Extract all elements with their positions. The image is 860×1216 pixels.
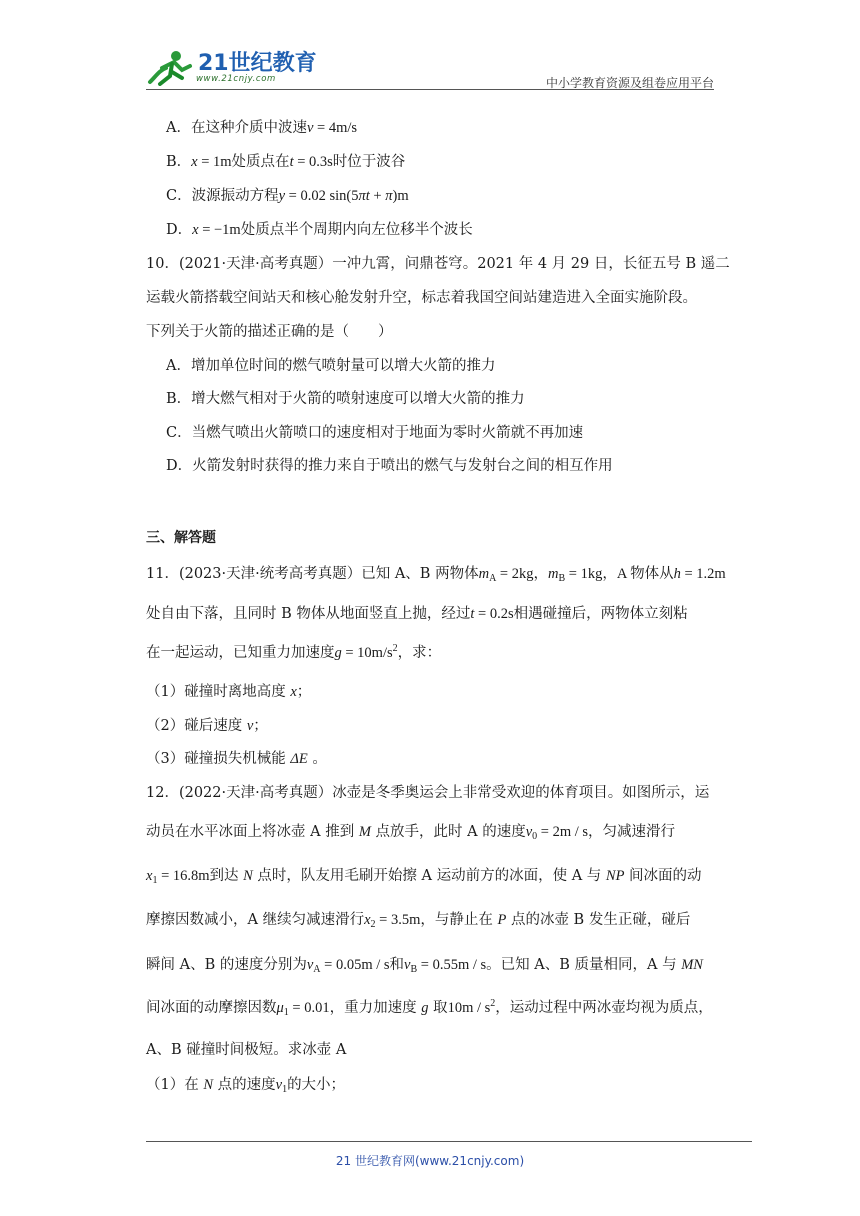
footer-divider [146,1141,752,1142]
q10-option-c: C．当燃气喷出火箭喷口的速度相对于地面为零时火箭就不再加速 [166,425,584,441]
q10-option-d: D．火箭发射时获得的推力来自于喷出的燃气与发射台之间的相互作用 [166,458,613,474]
header-divider [146,89,714,90]
q10-option-a: A．增加单位时间的燃气喷射量可以增大火箭的推力 [166,358,496,374]
q9-option-a: A．在这种介质中波速v = 4m/s [166,120,358,136]
q12-stem-line2: 动员在水平冰面上将冰壶 A 推到 M 点放手，此时 A 的速度$v_0 = 2m / s$，匀减速滑行 [146,824,676,842]
site-logo [146,44,316,90]
q12-stem-line4: 摩擦因数减小，A 继续匀减速滑行$x_2 = 3.5m$，与静止在 P 点的冰壶 B 发生正碰，碰后 [146,912,691,930]
page-header [146,44,714,92]
q12-stem-line3: $x_1 = 16.8m$到达 N 点时，队友用毛刷开始擦 A 运动前方的冰面，使 A 与 NP 间冰面的动 [146,868,702,886]
q12-stem-line6: 间冰面的动摩擦因数$\mu_1 = 0.01$，重力加速度 g 取$10m / s^2$，运动过程中两冰壶均视为质点， [146,998,713,1018]
q9-option-b: B．x = 1m处质点在t = 0.3s时位于波谷 [166,154,406,170]
q10-stem-line1: 10．(2021·天津·高考真题）一冲九霄，问鼎苍穹。2021 年 4 月 29 日，长征五号 B 遥二 [146,256,730,272]
q12-stem-line1: 12．(2022·天津·高考真题）冰壶是冬季奥运会上非常受欢迎的体育项目。如图所示，运 [146,785,710,801]
q11-stem-line1: 11．(2023·天津·统考高考真题）已知 A、B 两物体$m_A = 2kg$，$m_B = 1kg$，A 物体从h = 1.2m [146,566,726,584]
logo-url: www.21cnjy.com [196,74,276,84]
q9-option-d: D．x = −1m处质点半个周期内向左位移半个波长 [166,222,473,238]
q10-stem-line3: 下列关于火箭的描述正确的是（ ） [146,324,393,340]
q9-option-c: C．波源振动方程y = 0.02 sin(5πt + π)m [166,188,409,204]
q12-subquestion-1: （1）在 N 点的速度$v_1$的大小； [146,1077,346,1095]
q12-stem-line5: 瞬间 A、B 的速度分别为$v_A = 0.05m / s$和$v_B = 0.55m / s$。已知 A、B 质量相同，A 与 MN [146,957,703,975]
header-platform-text: 中小学教育资源及组卷应用平台 [545,76,714,90]
footer-site-link[interactable]: 21 世纪教育网(www.21cnjy.com) [335,1154,525,1168]
q11-subquestion-2: （2）碰后速度 v； [146,718,268,734]
q10-stem-line2: 运载火箭搭载空间站天和核心舱发射升空，标志着我国空间站建造进入全面实施阶段。 [146,290,697,306]
section-heading: 三、解答题 [146,530,216,546]
logo-name: 21世纪教育 [198,51,317,76]
q12-stem-line7: A、B 碰撞时间极短。求冰壶 A [146,1042,347,1058]
q11-subquestion-1: （1）碰撞时离地高度 x； [146,684,312,700]
q10-option-b: B．增大燃气相对于火箭的喷射速度可以增大火箭的推力 [166,391,525,407]
runner-logo-icon [146,48,196,86]
q11-stem-line3: 在一起运动，已知重力加速度$g = 10m/s^2$，求： [146,643,442,661]
q11-stem-line2: 处自由下落，且同时 B 物体从地面竖直上抛，经过t = 0.2s相遇碰撞后，两物体立刻粘 [146,606,688,622]
q11-subquestion-3: （3）碰撞损失机械能 ΔE 。 [146,751,327,767]
